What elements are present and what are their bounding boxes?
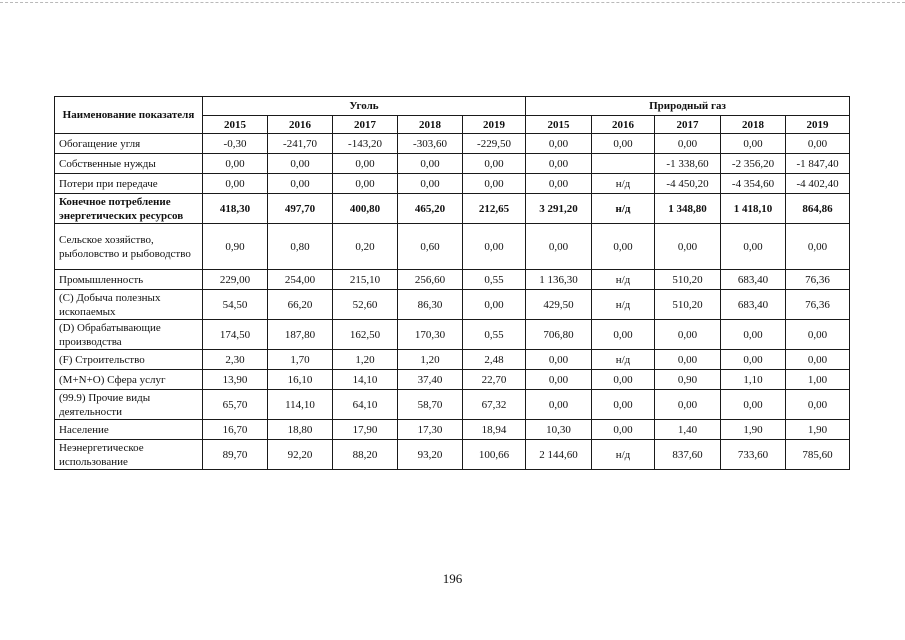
table-cell: 0,00 [655, 350, 721, 370]
table-cell: 0,00 [592, 390, 655, 420]
table-cell: 0,00 [721, 224, 786, 270]
table-row [55, 420, 850, 440]
row-label: Потери при передаче [55, 174, 203, 194]
table-cell: 733,60 [721, 440, 786, 470]
table-cell: 683,40 [721, 270, 786, 290]
table-cell: 0,00 [592, 370, 655, 390]
table-cell: 1,20 [398, 350, 463, 370]
table-cell: -4 402,40 [786, 174, 850, 194]
table-cell: 54,50 [203, 290, 268, 320]
table-cell: 837,60 [655, 440, 721, 470]
table-cell: 510,20 [655, 290, 721, 320]
table-cell: 0,00 [268, 154, 333, 174]
row-label: Сельское хозяйство, рыболовство и рыбоводство [55, 224, 203, 270]
table-cell: 429,50 [526, 290, 592, 320]
table-cell: 0,60 [398, 224, 463, 270]
table-cell: 256,60 [398, 270, 463, 290]
table-cell: -4 450,20 [655, 174, 721, 194]
table-cell: 3 291,20 [526, 194, 592, 224]
energy-balance-table [54, 96, 850, 470]
table-cell: 88,20 [333, 440, 398, 470]
table-cell: 0,00 [721, 350, 786, 370]
table-cell: 2,30 [203, 350, 268, 370]
table-cell: 0,00 [786, 350, 850, 370]
table-cell: 0,00 [592, 134, 655, 154]
table-cell: 0,00 [398, 174, 463, 194]
table-cell: 0,00 [592, 420, 655, 440]
table-cell: 16,10 [268, 370, 333, 390]
table-cell: 67,32 [463, 390, 526, 420]
header-indicator-name: Наименование показателя [55, 97, 203, 134]
table-cell: н/д [592, 350, 655, 370]
table-row [55, 224, 850, 270]
table-cell: 65,70 [203, 390, 268, 420]
table-cell: 58,70 [398, 390, 463, 420]
table-cell: 0,00 [721, 320, 786, 350]
table-cell: 0,00 [592, 224, 655, 270]
table-row [55, 370, 850, 390]
table-cell: 0,00 [655, 224, 721, 270]
table-cell: -4 354,60 [721, 174, 786, 194]
table-cell: 0,80 [268, 224, 333, 270]
table-cell: 0,00 [721, 134, 786, 154]
table-row [55, 194, 850, 224]
table-cell: 114,10 [268, 390, 333, 420]
table-cell: 0,00 [526, 154, 592, 174]
table-cell: 1,10 [721, 370, 786, 390]
table-cell: 37,40 [398, 370, 463, 390]
table-cell: 0,90 [655, 370, 721, 390]
table-cell: -0,30 [203, 134, 268, 154]
table-cell: -1 847,40 [786, 154, 850, 174]
table-cell: 2,48 [463, 350, 526, 370]
table-cell: 0,00 [333, 154, 398, 174]
table-cell: 0,00 [203, 154, 268, 174]
table-cell: 0,00 [592, 320, 655, 350]
table-cell: 17,30 [398, 420, 463, 440]
table-cell: 229,00 [203, 270, 268, 290]
table-cell: 212,65 [463, 194, 526, 224]
table-cell: 497,70 [268, 194, 333, 224]
header-group-coal: Уголь [203, 97, 526, 116]
table-cell: 170,30 [398, 320, 463, 350]
table-cell: 187,80 [268, 320, 333, 350]
table-cell: 0,00 [526, 134, 592, 154]
header-year: 2015 [526, 116, 592, 134]
table-cell: 0,00 [463, 224, 526, 270]
table-cell [592, 154, 655, 174]
header-year: 2015 [203, 116, 268, 134]
table-cell: 0,00 [655, 390, 721, 420]
table-body [55, 134, 850, 470]
table-cell: 17,90 [333, 420, 398, 440]
table-cell: 0,00 [721, 390, 786, 420]
table-cell: 0,00 [203, 174, 268, 194]
table-cell: н/д [592, 290, 655, 320]
table-cell: -241,70 [268, 134, 333, 154]
table-cell: 76,36 [786, 290, 850, 320]
table-cell: 93,20 [398, 440, 463, 470]
table-row [55, 290, 850, 320]
table-cell: 254,00 [268, 270, 333, 290]
row-label: Население [55, 420, 203, 440]
table-cell: 1 136,30 [526, 270, 592, 290]
table-cell: 0,00 [333, 174, 398, 194]
table-row [55, 270, 850, 290]
table-cell: 683,40 [721, 290, 786, 320]
table-cell: 0,00 [526, 370, 592, 390]
table-cell: н/д [592, 270, 655, 290]
row-label: (D) Обрабатывающие производства [55, 320, 203, 350]
table-cell: 0,00 [655, 134, 721, 154]
table-row [55, 154, 850, 174]
table-cell: 0,00 [786, 224, 850, 270]
table-row [55, 390, 850, 420]
table-cell: 2 144,60 [526, 440, 592, 470]
row-label: Конечное потребление энергетических ресурсов [55, 194, 203, 224]
table-cell: -1 338,60 [655, 154, 721, 174]
table-cell: 0,00 [268, 174, 333, 194]
table-cell: н/д [592, 174, 655, 194]
table-cell: 18,80 [268, 420, 333, 440]
row-label: (C) Добыча полезных ископаемых [55, 290, 203, 320]
header-group-gas: Природный газ [526, 97, 850, 116]
table-cell: 1,90 [721, 420, 786, 440]
table-cell: 89,70 [203, 440, 268, 470]
table-cell: 785,60 [786, 440, 850, 470]
table-cell: 0,00 [786, 134, 850, 154]
table-cell: -303,60 [398, 134, 463, 154]
row-label: Промышленность [55, 270, 203, 290]
table-cell: 92,20 [268, 440, 333, 470]
table-cell: 215,10 [333, 270, 398, 290]
table-cell: 66,20 [268, 290, 333, 320]
header-year: 2017 [333, 116, 398, 134]
header-row-groups [55, 97, 850, 116]
page-number: 196 [442, 571, 463, 586]
table-cell: 0,00 [526, 174, 592, 194]
table-cell: 0,90 [203, 224, 268, 270]
table-cell: 16,70 [203, 420, 268, 440]
table-cell: 14,10 [333, 370, 398, 390]
table-cell: 1,40 [655, 420, 721, 440]
table-cell: 22,70 [463, 370, 526, 390]
table-cell: 52,60 [333, 290, 398, 320]
table-cell: 0,00 [526, 350, 592, 370]
table-cell: 1 348,80 [655, 194, 721, 224]
table-cell: 0,00 [463, 174, 526, 194]
table-cell: 100,66 [463, 440, 526, 470]
header-year: 2016 [592, 116, 655, 134]
table-cell: 64,10 [333, 390, 398, 420]
table-cell: 0,55 [463, 320, 526, 350]
table-cell: -2 356,20 [721, 154, 786, 174]
row-label: (F) Строительство [55, 350, 203, 370]
table-cell: 400,80 [333, 194, 398, 224]
table-cell: 465,20 [398, 194, 463, 224]
row-label: Собственные нужды [55, 154, 203, 174]
table-cell: 13,90 [203, 370, 268, 390]
header-year: 2019 [463, 116, 526, 134]
table-row [55, 320, 850, 350]
header-year: 2016 [268, 116, 333, 134]
table-cell: 1,00 [786, 370, 850, 390]
table-row [55, 134, 850, 154]
row-label: Неэнергетическое использование [55, 440, 203, 470]
row-label: (99.9) Прочие виды деятельности [55, 390, 203, 420]
table-cell: 0,00 [463, 154, 526, 174]
table-cell: 418,30 [203, 194, 268, 224]
header-year: 2018 [721, 116, 786, 134]
row-label: (M+N+O) Сфера услуг [55, 370, 203, 390]
table-cell: 162,50 [333, 320, 398, 350]
table-cell: 0,55 [463, 270, 526, 290]
table-cell: 86,30 [398, 290, 463, 320]
table-cell: 1,20 [333, 350, 398, 370]
table-cell: 18,94 [463, 420, 526, 440]
header-year: 2018 [398, 116, 463, 134]
table-cell: 1,70 [268, 350, 333, 370]
table-cell: 0,00 [526, 224, 592, 270]
row-label: Обогащение угля [55, 134, 203, 154]
table-cell: 0,00 [655, 320, 721, 350]
table-cell: 0,00 [526, 390, 592, 420]
table-row [55, 174, 850, 194]
header-year: 2019 [786, 116, 850, 134]
table-cell: -143,20 [333, 134, 398, 154]
table-cell: н/д [592, 440, 655, 470]
scan-edge-line [0, 2, 905, 3]
table-row [55, 440, 850, 470]
table-cell: 0,00 [786, 390, 850, 420]
table-row [55, 350, 850, 370]
table-cell: 1,90 [786, 420, 850, 440]
table-cell: 864,86 [786, 194, 850, 224]
table-cell: 510,20 [655, 270, 721, 290]
table-cell: 706,80 [526, 320, 592, 350]
table-cell: 0,00 [786, 320, 850, 350]
header-year: 2017 [655, 116, 721, 134]
table-cell: 0,00 [398, 154, 463, 174]
table-cell: 0,00 [463, 290, 526, 320]
table-cell: 10,30 [526, 420, 592, 440]
table-cell: 0,20 [333, 224, 398, 270]
table-cell: 1 418,10 [721, 194, 786, 224]
table-cell: 174,50 [203, 320, 268, 350]
table-cell: -229,50 [463, 134, 526, 154]
table-cell: н/д [592, 194, 655, 224]
table-cell: 76,36 [786, 270, 850, 290]
